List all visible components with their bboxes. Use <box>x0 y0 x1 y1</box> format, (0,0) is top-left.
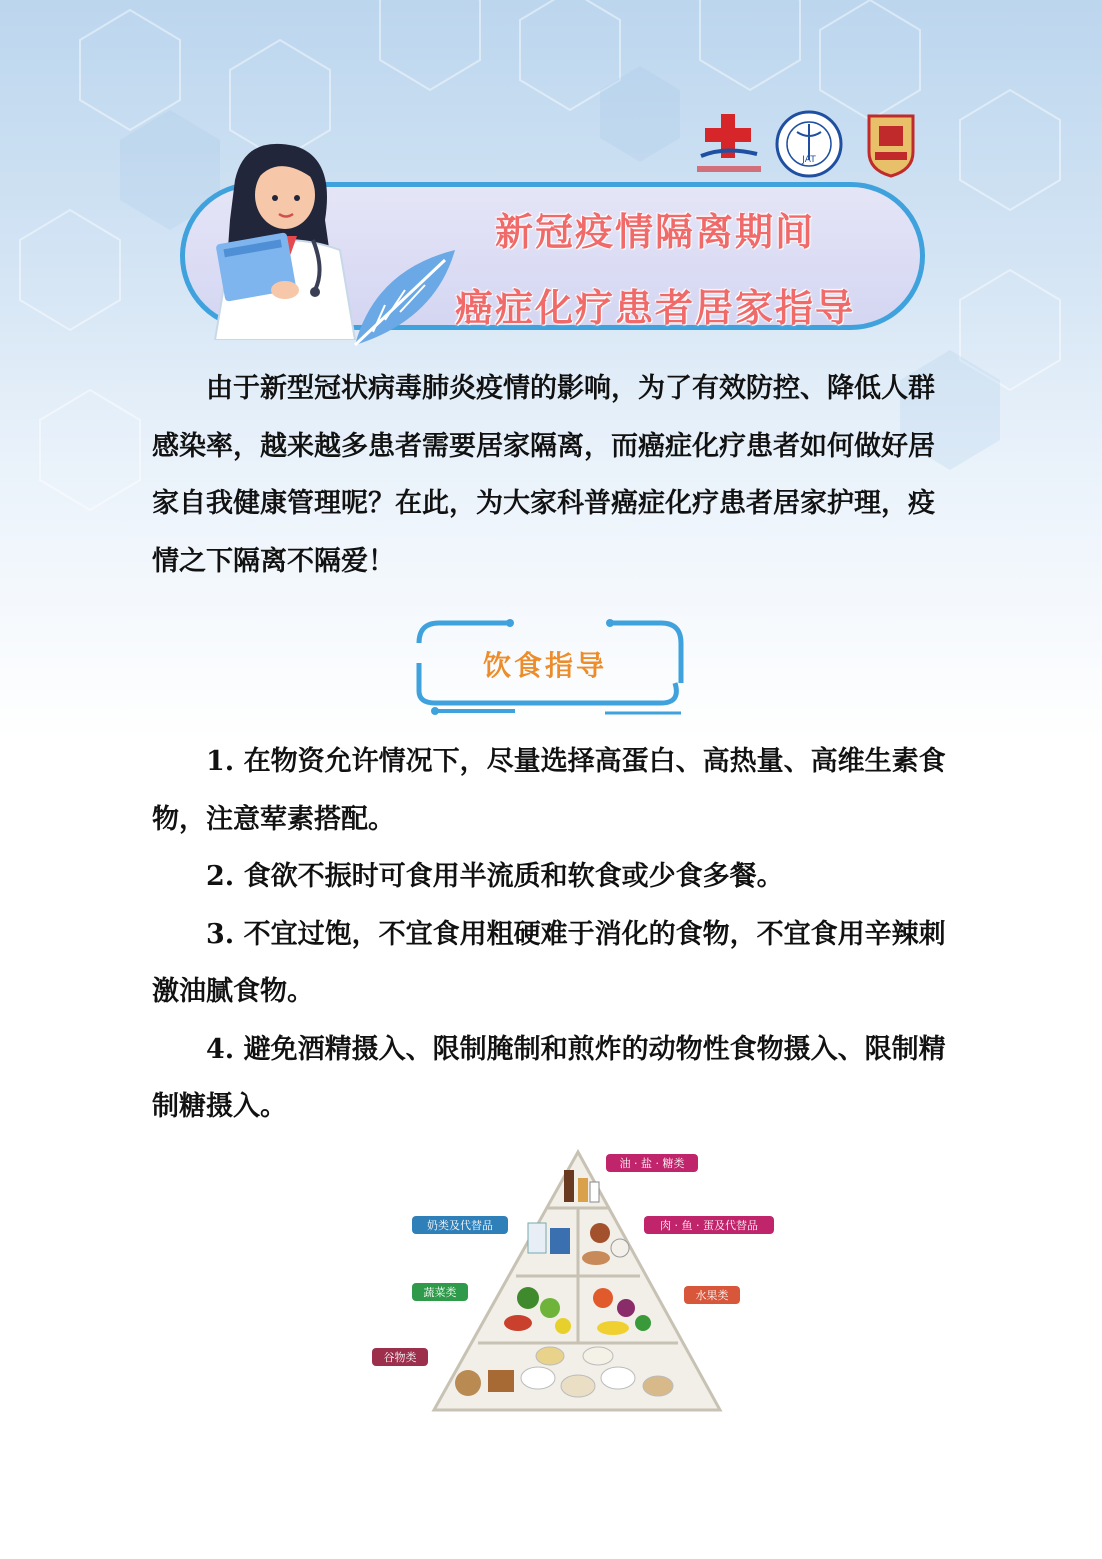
jat-university-logo <box>775 110 843 178</box>
institution-logos <box>695 110 920 185</box>
hospital-seal-logo <box>865 112 917 178</box>
pyramid-label-meat: 肉 · 鱼 · 蛋及代替品 <box>660 1219 758 1232</box>
diet-item-2: 2. 食欲不振时可食用半流质和软食或少食多餐。 <box>206 861 784 892</box>
intro-text: 由于新型冠状病毒肺炎疫情的影响，为了有效防控、降低人群感染率，越来越多患者需要居家隔离，而癌症化疗患者如何做好居家自我健康管理呢？在此，为大家科普癌症化疗患者居家护理，疫情之下隔离不隔爱！ <box>152 373 935 577</box>
doctor-illustration <box>175 140 405 340</box>
pyramid-label-vegetables: 蔬菜类 <box>423 1286 457 1299</box>
title-line-1: 新冠疫情隔离期间 <box>494 209 815 254</box>
diet-guidance-list <box>152 733 952 1136</box>
pyramid-label-fruits: 水果类 <box>695 1289 729 1302</box>
diet-item-3: 3. 不宜过饱，不宜食用粗硬难于消化的食物，不宜食用辛辣刺激油腻食物。 <box>152 918 946 1007</box>
pyramid-label-grains: 谷物类 <box>383 1351 417 1364</box>
red-cross-logo <box>695 110 765 180</box>
diet-item-1: 1. 在物资允许情况下，尽量选择高蛋白、高热量、高维生素食物，注意荤素搭配。 <box>152 746 946 835</box>
pyramid-label-dairy: 奶类及代替品 <box>427 1219 493 1232</box>
svg-text:JAT: JAT <box>802 155 816 165</box>
diet-item-4: 4. 避免酒精摄入、限制腌制和煎炸的动物性食物摄入、限制精制糖摄入。 <box>152 1033 946 1122</box>
title-line-2: 癌症化疗患者居家指导 <box>454 285 855 330</box>
pyramid-label-oil: 油 · 盐 · 糖类 <box>619 1157 685 1170</box>
intro-paragraph <box>152 360 952 590</box>
food-pyramid-illustration <box>368 1148 788 1418</box>
section-title-diet: 饮食指导 <box>482 649 607 682</box>
